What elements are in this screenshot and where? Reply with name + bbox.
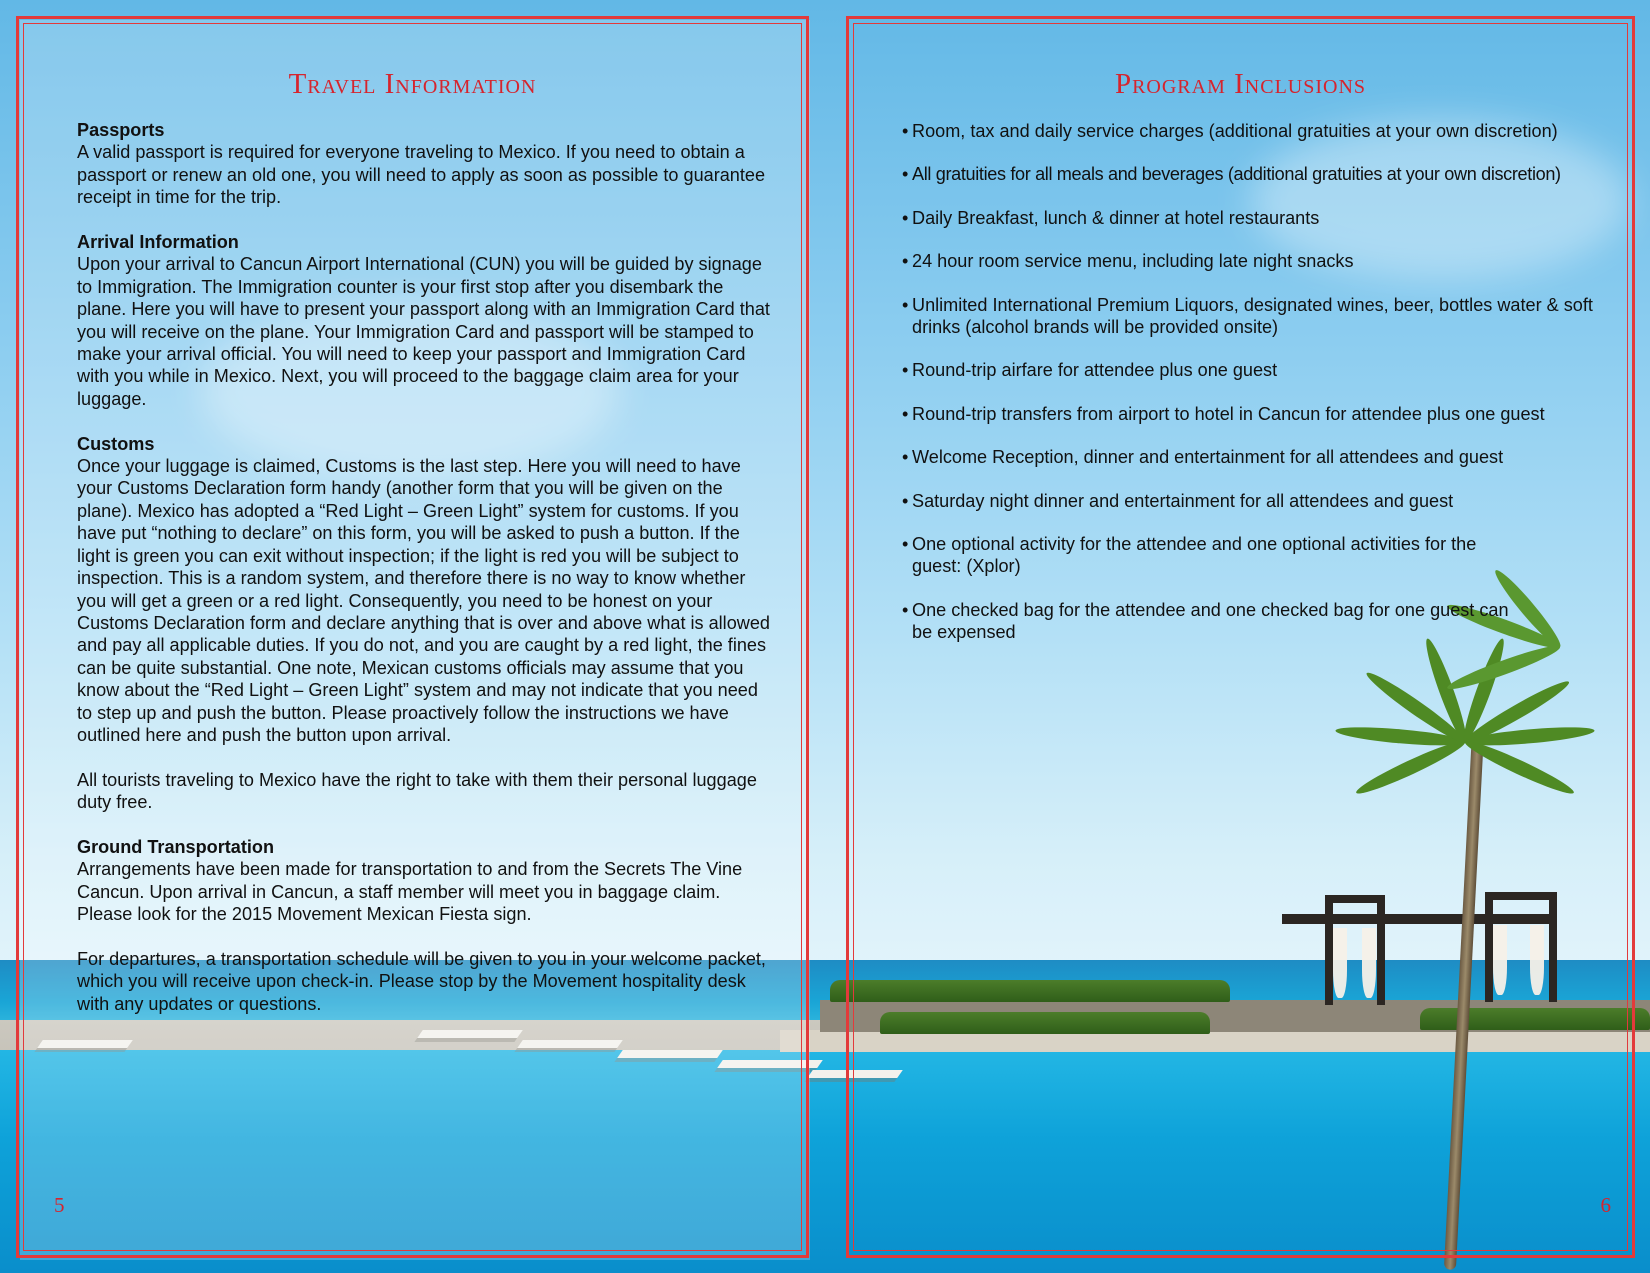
- section-body: Arrangements have been made for transportation to and from the Secrets The Vine Cancun. Upon arrival in Cancun, a staff member will meet you in baggage claim. Please look for the 2015 Movement Mexican Fiesta sign.: [77, 859, 743, 925]
- section-ground-transportation: [77, 836, 777, 926]
- page-title: Travel Information: [288, 68, 537, 100]
- bullet: •: [902, 251, 909, 272]
- list-item-text: One checked bag for the attendee and one checked bag for one guest can be expensed: [912, 599, 1509, 643]
- bullet: •: [902, 490, 909, 511]
- page-program-inclusions: [846, 16, 1635, 1258]
- list-item-text: 24 hour room service menu, including late night snacks: [912, 251, 1354, 272]
- list-item: [902, 599, 1522, 644]
- list-item-text: Welcome Reception, dinner and entertainment for all attendees and guest: [912, 447, 1504, 468]
- list-item: [902, 120, 1602, 142]
- section-body: A valid passport is required for everyone traveling to Mexico. If you need to obtain a passport or renew an old one, you will need to apply as soon as possible to guarantee receipt in time for the trip.: [77, 142, 766, 208]
- list-item-text: Saturday night dinner and entertainment for all attendees and guest: [912, 490, 1454, 511]
- list-item-text: All gratuities for all meals and beverages (additional gratuities at your own discretion): [912, 164, 1561, 185]
- list-item: [902, 359, 1602, 381]
- travel-info-content: [77, 119, 777, 1038]
- list-item-text: Round-trip transfers from airport to hotel in Cancun for attendee plus one guest: [912, 403, 1545, 424]
- customs-note: All tourists traveling to Mexico have the right to take with them their personal luggage duty free.: [77, 769, 757, 813]
- section-heading: Ground Transportation: [77, 836, 275, 857]
- page-title: Program Inclusions: [1114, 68, 1367, 100]
- section-body: Upon your arrival to Cancun Airport International (CUN) you will be guided by signage to Immigration. The Immigration counter is your first stop after you disembark the plane. Here you will have to present your passport along with an Immigration Card that you will receive on the plane. Your Immigration Card and passport will be stamped to make your arrival official. You will need to keep your passport and Immigration Card with you while in Mexico. Next, you will proceed to the baggage claim area for your luggage.: [77, 254, 770, 409]
- bullet: •: [902, 534, 909, 555]
- list-item: [902, 207, 1602, 229]
- bullet: •: [902, 403, 909, 424]
- bullet: •: [902, 360, 909, 381]
- list-item: [902, 446, 1602, 468]
- section-customs: [77, 433, 777, 747]
- list-item-text: Round-trip airfare for attendee plus one guest: [912, 360, 1278, 381]
- bullet: •: [902, 207, 909, 228]
- list-item-text: Room, tax and daily service charges (additional gratuities at your own discretion): [912, 121, 1558, 141]
- list-item: [902, 294, 1602, 339]
- list-item: [902, 250, 1602, 272]
- section-arrival-information: [77, 231, 777, 410]
- list-item-text: Daily Breakfast, lunch & dinner at hotel restaurants: [912, 207, 1320, 228]
- inclusions-list: [902, 120, 1602, 665]
- bullet: •: [902, 121, 909, 141]
- bullet: •: [902, 164, 909, 185]
- section-heading: Customs: [77, 433, 155, 454]
- list-item: [902, 490, 1602, 512]
- list-item-text: One optional activity for the attendee and one optional activities for the guest: (Xplor): [912, 534, 1477, 577]
- list-item: [902, 533, 1522, 578]
- departures-note: For departures, a transportation schedule will be given to you in your welcome packet, which you will receive upon check-in. Please stop by the Movement hospitality desk with any updates or questions.: [77, 948, 766, 1014]
- bullet: •: [902, 294, 909, 315]
- bullet: •: [902, 599, 909, 620]
- page-number: 6: [1600, 1193, 1611, 1217]
- section-body: Once your luggage is claimed, Customs is the last step. Here you will need to have your Customs Declaration form handy (another form that you will be given on the plane). Mexico has adopted a “Red Light – Green Light” system for customs. If you have put “nothing to declare” on this form, you will be asked to push a button. If the light is green you can exit without inspection; if the light is red you will be subject to inspection. This is a random system, and therefore there is no way to know whether you will get a green or a red light. Consequently, you need to be honest on your Customs Declaration form and declare anything that is over and above what is allowed and pay all applicable duties. If you do not, and you are caught by a red light, the fines can be quite substantial. One note, Mexican customs officials may assume that you know about the “Red Light – Green Light” system and may not indicate that you need to step up and push the button. Please proactively follow the instructions we have outlined here and push the button upon arrival.: [77, 456, 770, 745]
- list-item: [902, 163, 1602, 185]
- section-heading: Passports: [77, 120, 165, 140]
- section-passports: [77, 119, 777, 209]
- bullet: •: [902, 447, 909, 468]
- list-item: [902, 403, 1602, 425]
- page-travel-information: [16, 16, 809, 1258]
- page-number: 5: [54, 1193, 65, 1217]
- list-item-text: Unlimited International Premium Liquors, designated wines, beer, bottles water & soft drinks (alcohol brands will be provided onsite): [912, 294, 1593, 338]
- section-heading: Arrival Information: [77, 232, 239, 253]
